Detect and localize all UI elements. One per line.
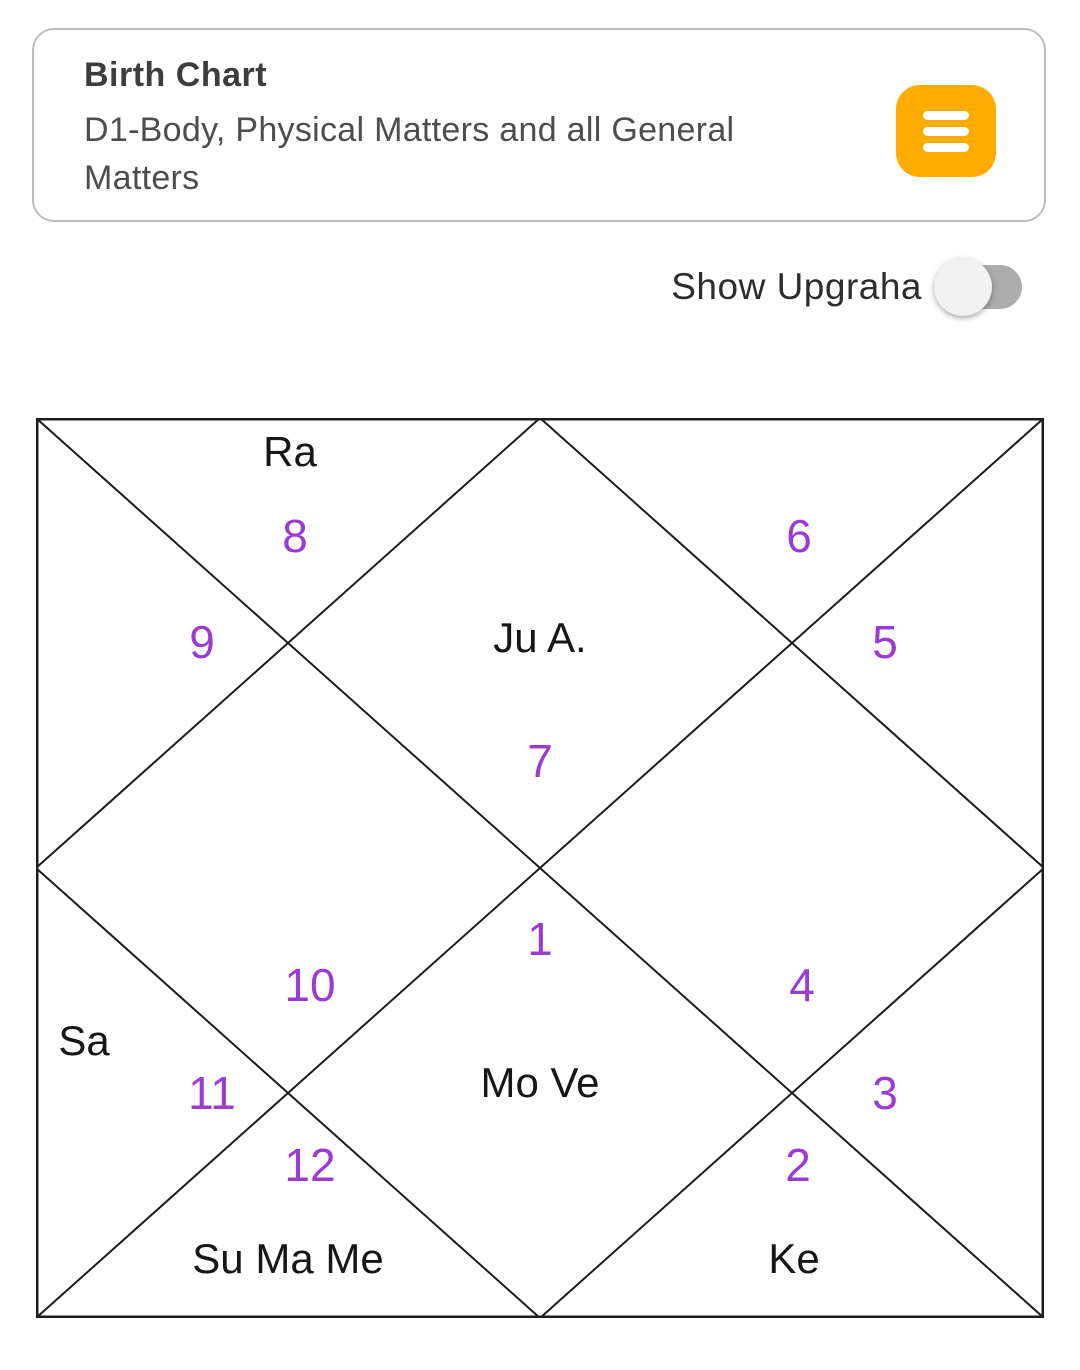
chart-menu-button[interactable] bbox=[896, 85, 996, 177]
house-1-planets: Ju A. bbox=[493, 614, 587, 661]
house-7-planets: Mo Ve bbox=[480, 1059, 600, 1106]
birth-chart-diagram bbox=[36, 418, 1044, 1318]
house-1-sign: 7 bbox=[527, 735, 553, 787]
birth-chart-card bbox=[32, 28, 1046, 222]
house-3-sign: 9 bbox=[189, 616, 215, 668]
house-2-planets: Ra bbox=[263, 428, 317, 475]
house-10-sign: 4 bbox=[789, 959, 815, 1011]
hamburger-icon bbox=[923, 111, 969, 152]
house-6-planets: Su Ma Me bbox=[192, 1235, 384, 1282]
chart-description: D1-Body, Physical Matters and all General Matters bbox=[84, 111, 735, 197]
house-5-sign: 11 bbox=[188, 1067, 236, 1119]
house-7-sign: 1 bbox=[527, 913, 553, 965]
house-5-planets: Sa bbox=[58, 1017, 110, 1064]
house-9-sign: 3 bbox=[872, 1067, 898, 1119]
house-8-sign: 2 bbox=[785, 1139, 811, 1191]
house-2-sign: 8 bbox=[282, 510, 308, 562]
show-upgraha-label: Show Upgraha bbox=[671, 266, 922, 307]
north-indian-chart-svg bbox=[36, 418, 1044, 1318]
page-title: Birth Chart bbox=[84, 56, 268, 94]
house-11-sign: 5 bbox=[872, 616, 898, 668]
house-4-sign: 10 bbox=[284, 959, 336, 1011]
house-12-sign: 6 bbox=[786, 510, 812, 562]
toggle-thumb-icon bbox=[934, 258, 992, 316]
show-upgraha-toggle[interactable] bbox=[938, 265, 1022, 309]
house-6-sign: 12 bbox=[284, 1139, 336, 1191]
upgraha-toggle-row bbox=[671, 256, 1022, 318]
house-8-planets: Ke bbox=[768, 1235, 820, 1282]
